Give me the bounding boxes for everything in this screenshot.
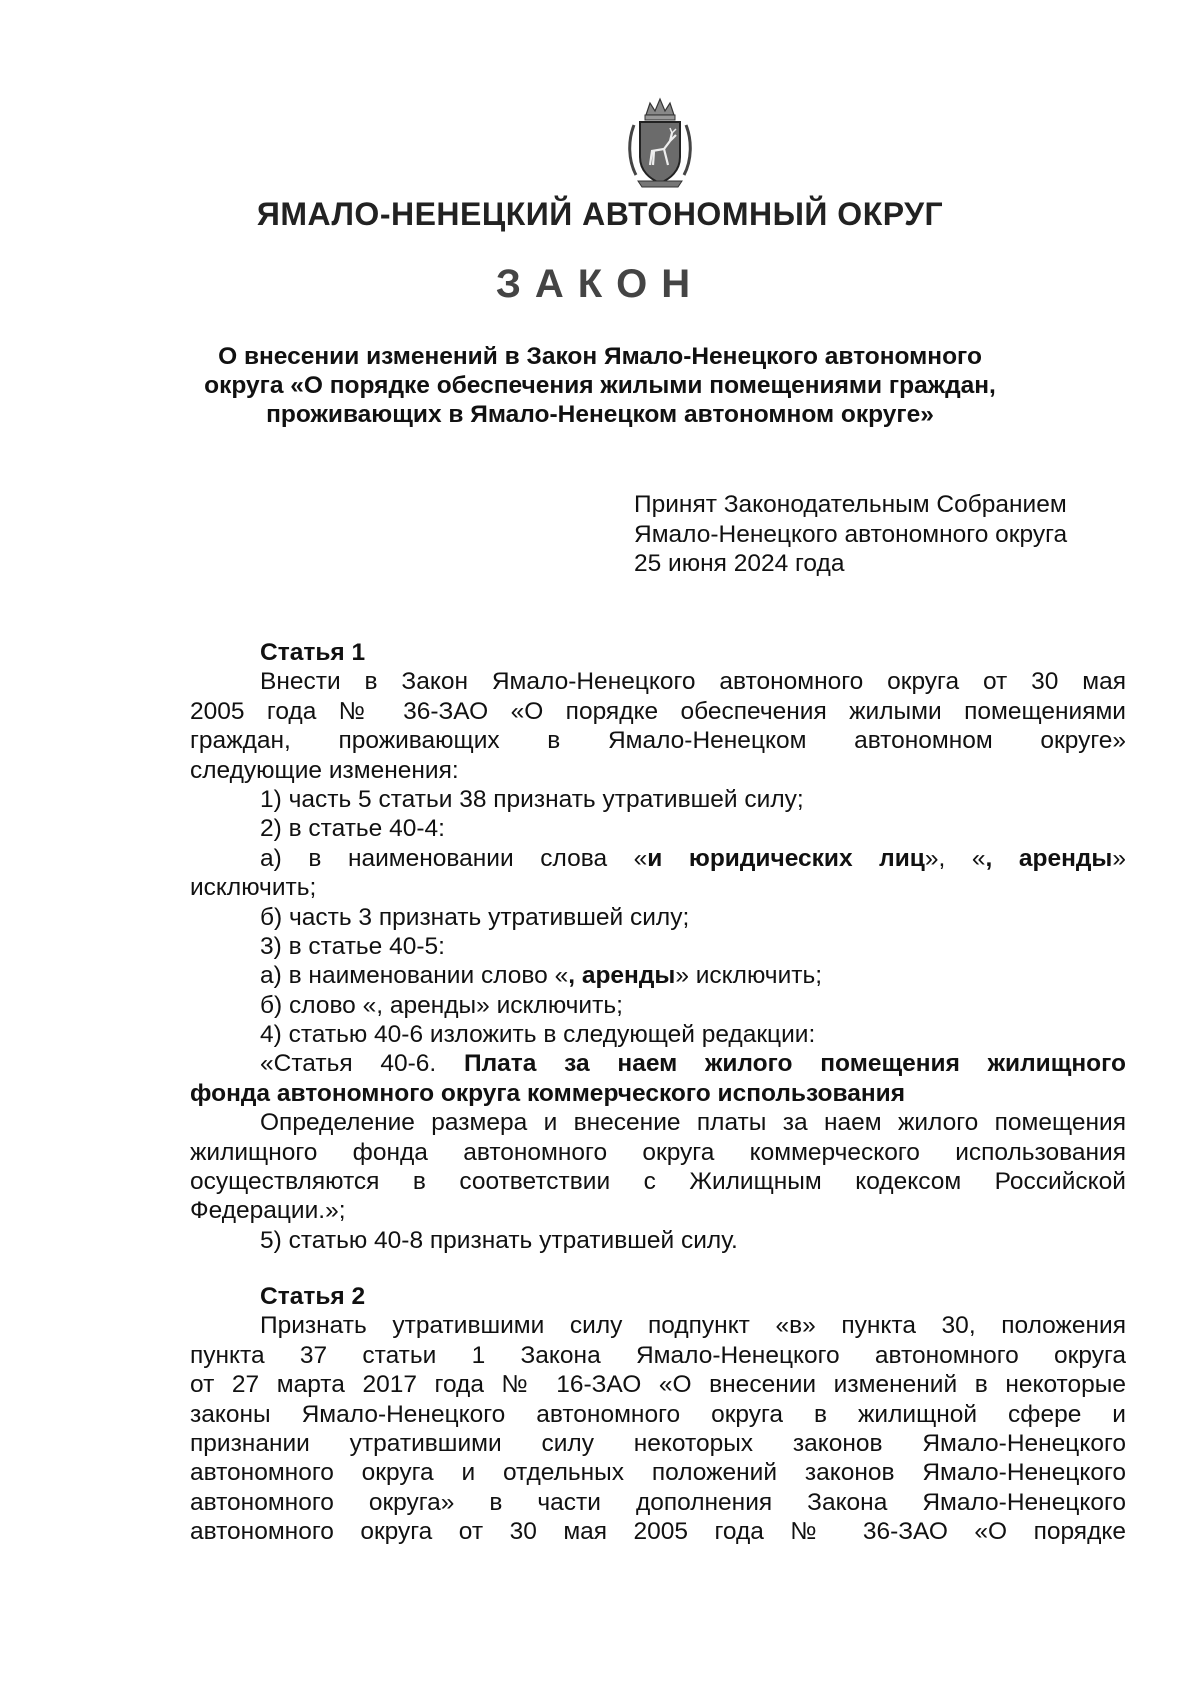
list-item: 5) статью 40-8 признать утратившей силу. xyxy=(260,1226,738,1254)
article-heading: Статья 1 xyxy=(260,639,366,666)
list-item xyxy=(190,961,1126,990)
text-span: «Статья 40-6. xyxy=(260,1050,464,1078)
list-item: 3) в статье 40-5: xyxy=(260,932,445,960)
adoption-line: Принят Законодательным Собранием xyxy=(634,491,1067,518)
adoption-note xyxy=(634,490,1067,579)
document-type: ЗАКОН xyxy=(495,262,705,306)
list-item: 4) статью 40-6 изложить в следующей редакции: xyxy=(260,1021,816,1049)
text-span: » xyxy=(1112,844,1126,872)
region-name: ЯМАЛО-НЕНЕЦКИЙ АВТОНОМНЫЙ ОКРУГ xyxy=(256,196,944,232)
article-1 xyxy=(190,638,1126,1255)
list-item: 1) часть 5 статьи 38 признать утратившей силу; xyxy=(260,785,804,813)
list-item xyxy=(190,844,1126,873)
law-title-line: проживающих в Ямало-Ненецком автономном округе» xyxy=(266,401,934,428)
coat-of-arms-icon xyxy=(620,95,700,191)
law-title xyxy=(150,342,1050,429)
adoption-line: Ямало-Ненецкого автономного округа xyxy=(634,520,1068,548)
text-span: а) в наименовании слова « xyxy=(260,844,648,872)
paragraph-line: осуществляются в соответствии с Жилищным кодексом Российской xyxy=(190,1168,1126,1196)
article-heading: Статья 2 xyxy=(260,1283,366,1310)
paragraph-line: пункта 37 статьи 1 Закона Ямало-Ненецкого автономного округа xyxy=(190,1341,1126,1369)
bold-text: , аренды xyxy=(985,844,1113,872)
bold-text: Плата за наем жилого помещения жилищного xyxy=(463,1050,1126,1078)
paragraph-line: 2005 года № 36-ЗАО «О порядке обеспечения жилыми помещениями xyxy=(190,697,1126,725)
bold-text: , аренды xyxy=(568,962,676,990)
text-span: », « xyxy=(924,844,986,872)
paragraph-line: Внести в Закон Ямало-Ненецкого автономного округа от 30 мая xyxy=(260,668,1126,696)
paragraph-line: следующие изменения: xyxy=(190,756,459,784)
adoption-date: 25 июня 2024 года xyxy=(634,550,845,577)
bold-text: и юридических лиц xyxy=(647,844,925,872)
paragraph-line: жилищного фонда автономного округа коммерческого использования xyxy=(190,1138,1126,1166)
bold-text: фонда автономного округа коммерческого использования xyxy=(190,1079,906,1107)
paragraph-line: законы Ямало-Ненецкого автономного округа в жилищной сфере и xyxy=(190,1400,1126,1428)
paragraph-line: граждан, проживающих в Ямало-Ненецком автономном округе» xyxy=(190,727,1126,755)
paragraph-line: признании утратившими силу некоторых законов Ямало-Ненецкого xyxy=(190,1429,1126,1457)
text-span: а) в наименовании слово « xyxy=(260,962,569,990)
paragraph-line: Признать утратившими силу подпункт «в» пункта 30, положения xyxy=(260,1312,1126,1340)
paragraph-line: Определение размера и внесение платы за наем жилого помещения xyxy=(260,1109,1126,1137)
list-item: 2) в статье 40-4: xyxy=(260,815,445,843)
text-span: » исключить; xyxy=(675,962,823,990)
law-title-line: округа «О порядке обеспечения жилыми помещениями граждан, xyxy=(204,372,996,399)
paragraph-line: автономного округа» в части дополнения Закона Ямало-Ненецкого xyxy=(190,1488,1126,1516)
paragraph-line: автономного округа от 30 мая 2005 года № 36-ЗАО «О порядке xyxy=(190,1518,1126,1546)
new-article-heading xyxy=(190,1049,1126,1078)
list-item: б) слово «, аренды» исключить; xyxy=(260,991,623,1019)
new-article-heading-cont xyxy=(190,1079,1126,1108)
paragraph-line: от 27 марта 2017 года № 16-ЗАО «О внесении изменений в некоторые xyxy=(190,1371,1126,1399)
paragraph-line: Федерации.»; xyxy=(190,1197,346,1225)
law-title-line: О внесении изменений в Закон Ямало-Ненецкого автономного xyxy=(218,343,982,370)
list-item: б) часть 3 признать утратившей силу; xyxy=(260,903,690,931)
paragraph-line: исключить; xyxy=(190,874,317,902)
article-2 xyxy=(190,1282,1126,1547)
paragraph-line: автономного округа и отдельных положений законов Ямало-Ненецкого xyxy=(190,1459,1126,1487)
